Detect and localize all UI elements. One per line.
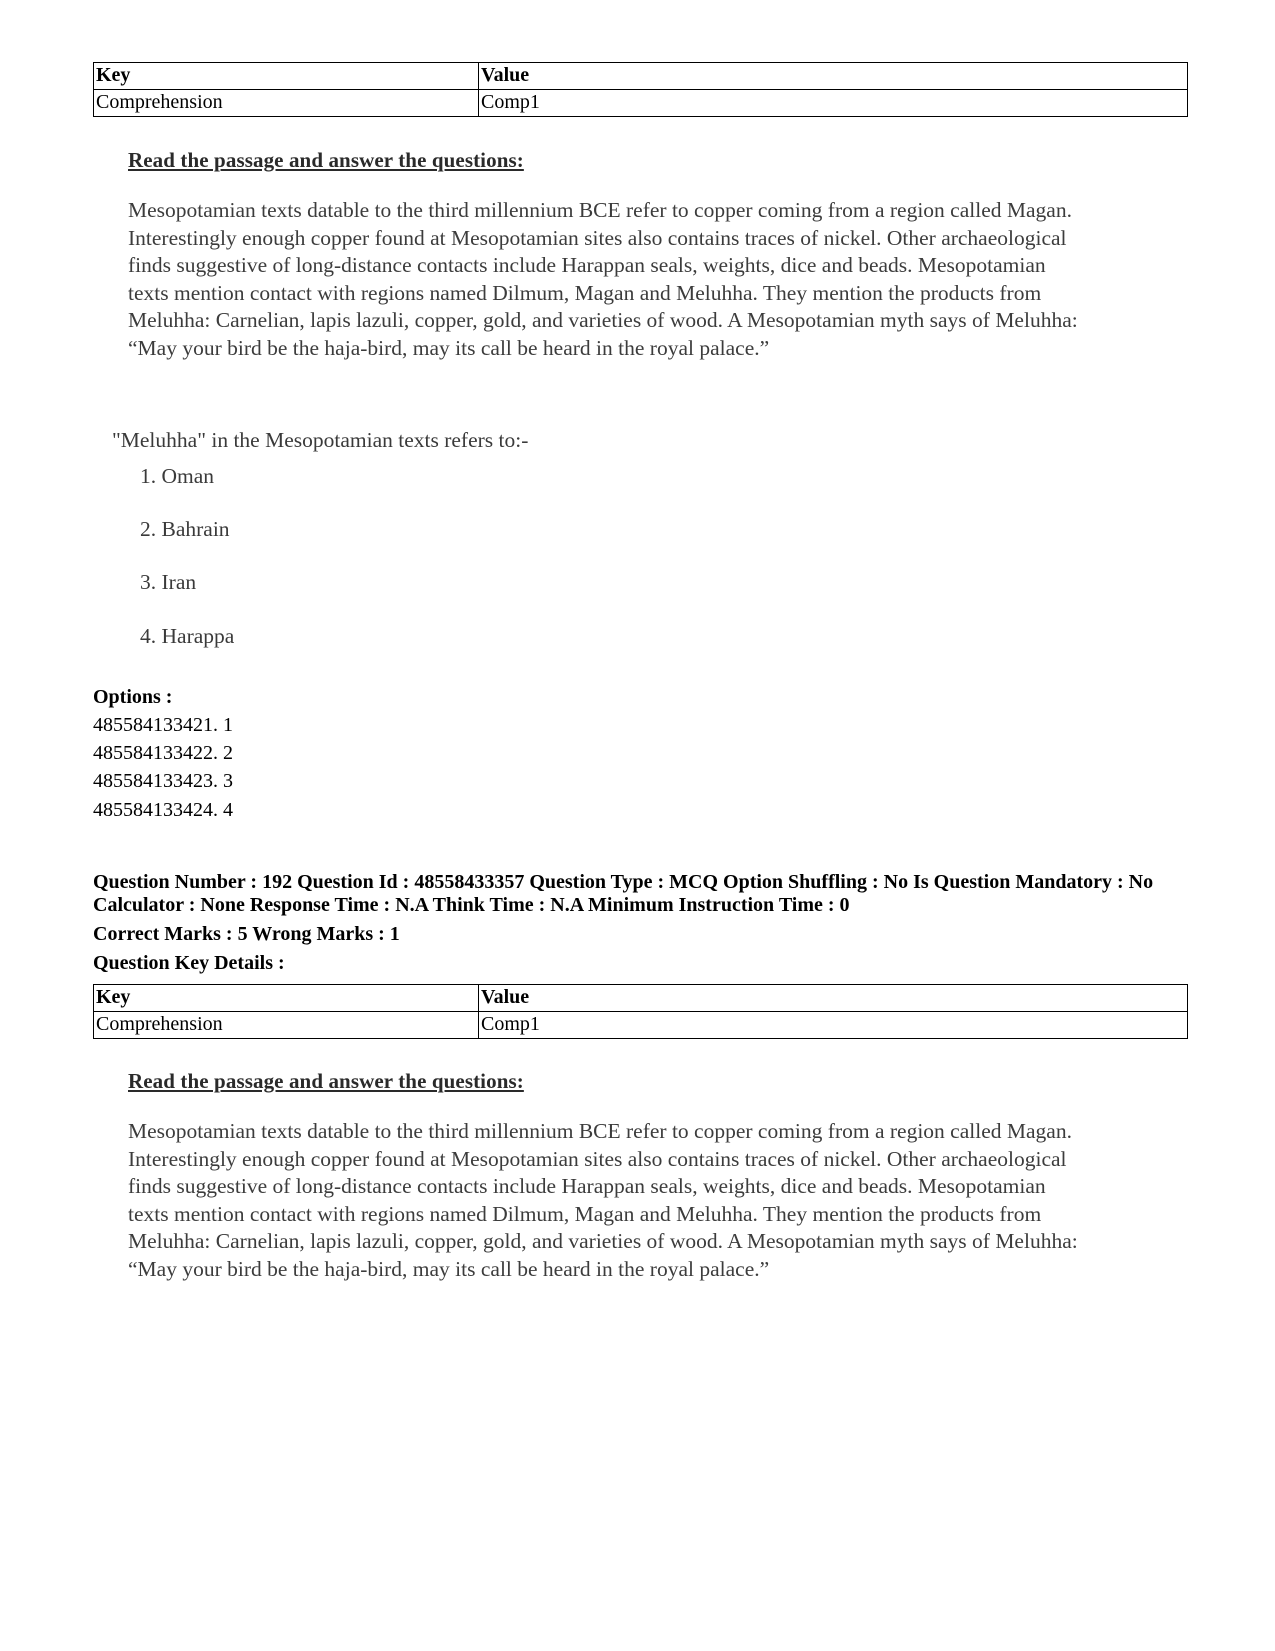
option-item: 485584133421. 1 [93,714,233,736]
option-item: 485584133424. 4 [93,799,233,821]
question-key-table [93,62,1188,117]
passage-text: Mesopotamian texts datable to the third millennium BCE refer to copper coming from a region called Magan. Interestingly enough copper found at Mesopotamian sites also contains traces of nickel. Other archaeological finds suggestive of long-distance contacts include Harappan seals, weights, dice and beads. Mesopotamian texts mention contact with regions named Dilmum, Magan and Meluhha. They mention the products from Meluhha: Carnelian, lapis lazuli, copper, gold, and varieties of wood. A Mesopotamian myth says of Meluhha: “May your bird be the haja-bird, may its call be heard in the royal palace.” [128,198,1078,360]
passage-text: Mesopotamian texts datable to the third millennium BCE refer to copper coming from a region called Magan. Interestingly enough copper found at Mesopotamian sites also contains traces of nickel. Other archaeological finds suggestive of long-distance contacts include Harappan seals, weights, dice and beads. Mesopotamian texts mention contact with regions named Dilmum, Magan and Meluhha. They mention the products from Meluhha: Carnelian, lapis lazuli, copper, gold, and varieties of wood. A Mesopotamian myth says of Meluhha: “May your bird be the haja-bird, may its call be heard in the royal palace.” [128,1119,1078,1281]
table-header-row [94,985,1188,1012]
table-header-key: Key [94,63,479,90]
answer-choice: 3. Iran [140,570,197,594]
table-cell-value: Comp1 [479,1012,1188,1039]
table-header-value: Value [479,985,1188,1012]
answer-choice: 4. Harappa [140,624,235,648]
question-metadata: Question Number : 192 Question Id : 48558433357 Question Type : MCQ Option Shuffling : No Is Question Mandatory : No Calculator : None Response Time : N.A Think Time : N.A Minimum Instruction Time : 0 [93,871,1154,916]
table-header-row [94,63,1188,90]
table-cell-key: Comprehension [94,1012,479,1039]
passage-heading: Read the passage and answer the questions: [128,148,524,172]
passage-heading: Read the passage and answer the questions: [128,1069,524,1093]
question-text: "Meluhha" in the Mesopotamian texts refers to:- [112,428,529,452]
table-header-value: Value [479,63,1188,90]
table-row [94,90,1188,117]
table-cell-key: Comprehension [94,90,479,117]
option-item: 485584133423. 3 [93,770,233,792]
table-row [94,1012,1188,1039]
answer-choice: 2. Bahrain [140,517,230,541]
option-item: 485584133422. 2 [93,742,233,764]
question-key-details-label: Question Key Details : [93,952,285,974]
answer-choice: 1. Oman [140,464,215,488]
question-key-table [93,984,1188,1039]
question-marks: Correct Marks : 5 Wrong Marks : 1 [93,923,400,945]
table-cell-value: Comp1 [479,90,1188,117]
options-label: Options : [93,686,173,708]
table-header-key: Key [94,985,479,1012]
